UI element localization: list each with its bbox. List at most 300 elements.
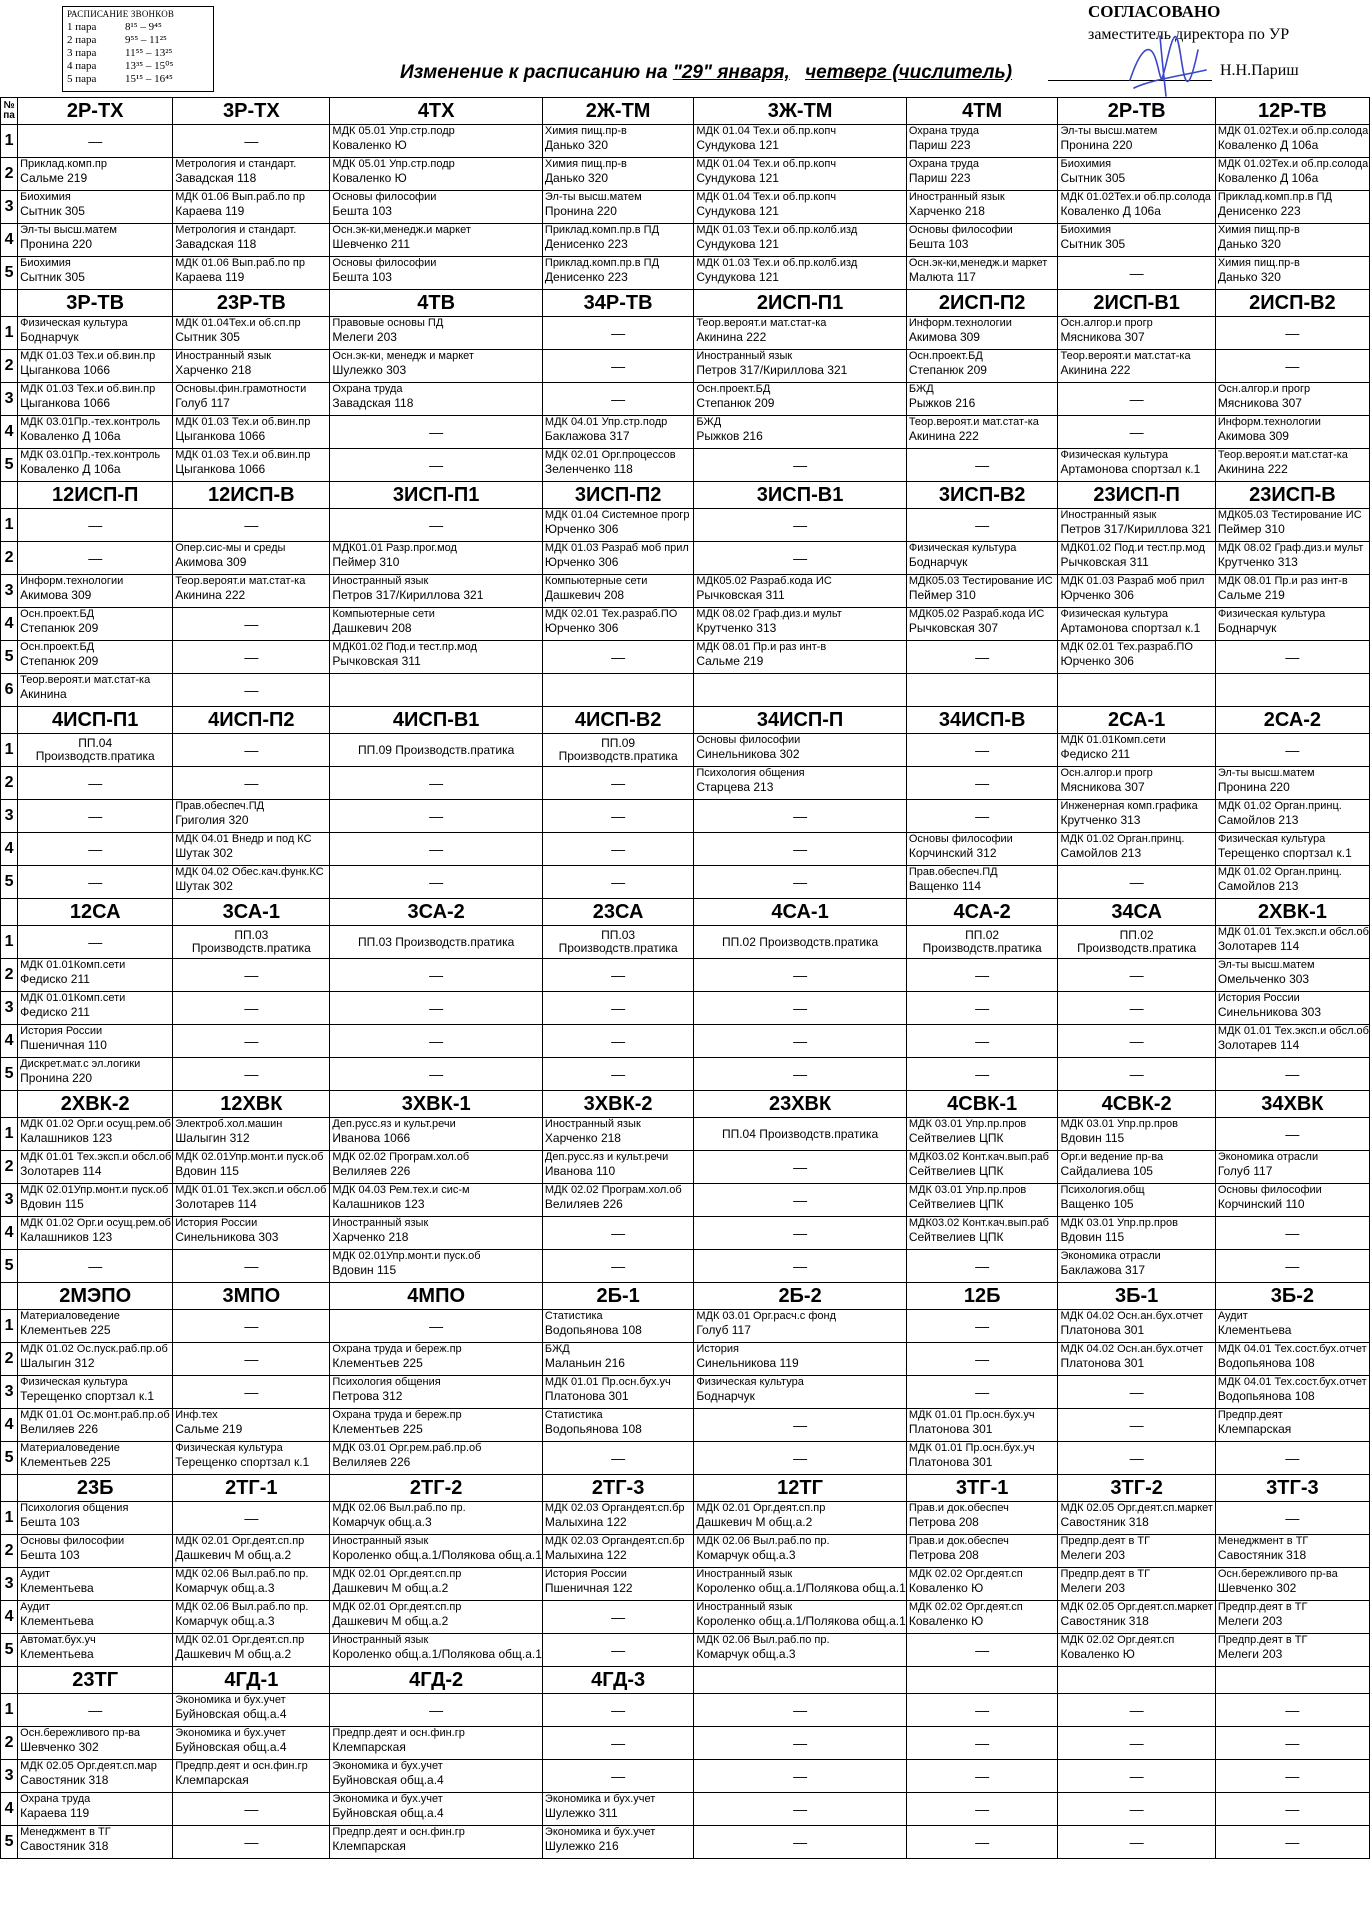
group-header: 3ИСП-В1 bbox=[694, 482, 907, 509]
lesson-subject: Статистика bbox=[544, 1409, 603, 1421]
lesson-subject: МДК 01.01Комп.сети bbox=[20, 992, 126, 1004]
lesson-teacher-room: Пеймер 310 bbox=[908, 588, 976, 602]
lesson-teacher-room: Вдовин 115 bbox=[175, 1164, 239, 1178]
lesson-cell bbox=[330, 575, 543, 608]
lesson-cell-none: — bbox=[330, 959, 543, 992]
lesson-teacher-room: Сундукова 121 bbox=[696, 138, 779, 152]
practice-text: Производств.пратика bbox=[922, 941, 1042, 955]
lesson-subject: Психология общения bbox=[20, 1502, 129, 1514]
lesson-subject: Осн.алгор.и прогр bbox=[1060, 767, 1153, 779]
lesson-cell bbox=[1058, 449, 1215, 482]
lesson-cell bbox=[694, 125, 907, 158]
lesson-cell bbox=[906, 542, 1058, 575]
lesson-subject: МДК 03.01 Упр.пр.пров bbox=[908, 1184, 1027, 1196]
group-header: 2МЭПО bbox=[18, 1283, 173, 1310]
lesson-subject: МДК 01.03 Тех.и об.пр.колб.изд bbox=[696, 224, 858, 236]
lesson-teacher-room: Рыжков 216 bbox=[696, 429, 763, 443]
group-header: 3ТГ-1 bbox=[906, 1475, 1058, 1502]
lesson-teacher-room: Зеленченко 118 bbox=[544, 462, 633, 476]
lesson-teacher-room: Ващенко 114 bbox=[908, 879, 982, 893]
lesson-cell-none: — bbox=[1058, 1793, 1215, 1826]
lesson-subject: МДК 01.03 Тех.и об.вин.пр bbox=[20, 350, 156, 362]
lesson-teacher-room: Пронина 220 bbox=[1060, 138, 1133, 152]
lesson-cell-none: — bbox=[18, 509, 173, 542]
lesson-cell-none: — bbox=[1058, 866, 1215, 899]
group-header-row bbox=[1, 482, 1370, 509]
lesson-subject: МДК 01.01 Тех.эксп.и обсл.об bbox=[1217, 926, 1369, 938]
lesson-subject: Менеджмент в ТГ bbox=[20, 1826, 111, 1838]
lesson-cell-none: — bbox=[18, 542, 173, 575]
lesson-cell bbox=[1058, 542, 1215, 575]
lesson-teacher-room: Степанюк 209 bbox=[696, 396, 775, 410]
lesson-subject: Охрана труда bbox=[908, 125, 979, 137]
pair-number: 3 bbox=[1, 1760, 18, 1793]
lesson-cell bbox=[18, 350, 173, 383]
pair-number: 5 bbox=[1, 257, 18, 290]
lesson-subject: Теор.вероят.и мат.стат-ка bbox=[20, 674, 151, 686]
lesson-cell bbox=[330, 1793, 543, 1826]
lesson-teacher-room: Сундукова 121 bbox=[696, 270, 779, 284]
lesson-teacher-room: Дашкевич 208 bbox=[332, 621, 412, 635]
lesson-teacher-room: Баклажова 317 bbox=[544, 429, 630, 443]
practice-text: Производств.пратика bbox=[1077, 941, 1197, 955]
lesson-subject: МДК 02.01 Тех.разраб.ПО bbox=[544, 608, 678, 620]
pair-number: 4 bbox=[1, 833, 18, 866]
lesson-subject: МДК 08.02 Граф.диз.и мульт bbox=[1217, 542, 1364, 554]
lesson-teacher-room: Сундукова 121 bbox=[696, 204, 779, 218]
lesson-cell bbox=[1215, 800, 1369, 833]
lesson-teacher-room: Петров 317/Кириллова 321 bbox=[1060, 522, 1212, 536]
lesson-row bbox=[1, 1118, 1370, 1151]
lesson-subject: Психология.общ bbox=[1060, 1184, 1145, 1196]
group-header: 3ИСП-П1 bbox=[330, 482, 543, 509]
lesson-row bbox=[1, 800, 1370, 833]
lesson-subject: Экономика и бух.учет bbox=[544, 1793, 656, 1805]
lesson-subject: МДК 01.02 Ос.пуск.раб.пр.об bbox=[20, 1343, 168, 1355]
group-header: 34ИСП-В bbox=[906, 707, 1058, 734]
lesson-cell-none: — bbox=[906, 641, 1058, 674]
group-header: 34ХВК bbox=[1215, 1091, 1369, 1118]
lesson-cell-none: — bbox=[694, 1442, 907, 1475]
lesson-subject: МДК 02.05 Орг.деят.сп.маркет bbox=[1060, 1502, 1213, 1514]
lesson-teacher-room: Дашкевич М общ.а.2 bbox=[696, 1515, 813, 1529]
lesson-cell bbox=[1215, 767, 1369, 800]
lesson-subject: Компьютерные сети bbox=[544, 575, 648, 587]
lesson-cell bbox=[1058, 1118, 1215, 1151]
lesson-row bbox=[1, 1025, 1370, 1058]
lesson-cell bbox=[906, 866, 1058, 899]
lesson-subject: МДК 04.02 Обес.кач.функ.КС bbox=[175, 866, 324, 878]
lesson-teacher-room: Акинина 222 bbox=[175, 588, 246, 602]
pair-number: 4 bbox=[1, 416, 18, 449]
lesson-cell-none: — bbox=[694, 1694, 907, 1727]
lesson-subject: МДК 02.06 Выл.раб.по пр. bbox=[175, 1601, 309, 1613]
lesson-subject: МДК05.02 Разраб.кода ИС bbox=[696, 575, 832, 587]
lesson-teacher-room: Платонова 301 bbox=[544, 1389, 629, 1403]
lesson-subject: Аудит bbox=[20, 1601, 51, 1613]
practice-text: Производств.пратика bbox=[558, 941, 678, 955]
lesson-cell bbox=[173, 1760, 330, 1793]
lesson-subject: Аудит bbox=[20, 1568, 51, 1580]
lesson-teacher-room: Шулежко 216 bbox=[544, 1839, 619, 1853]
practice-text: ПП.03 Производств.пратика bbox=[358, 934, 515, 949]
lesson-cell-none: — bbox=[330, 449, 543, 482]
lesson-cell bbox=[1215, 158, 1369, 191]
lesson-cell bbox=[330, 1601, 543, 1634]
lesson-subject: МДК 02.01 Орг.деят.сп.пр bbox=[332, 1601, 462, 1613]
lesson-cell-none: — bbox=[173, 1250, 330, 1283]
lesson-cell bbox=[330, 383, 543, 416]
lesson-row bbox=[1, 992, 1370, 1025]
lesson-cell-practice bbox=[694, 926, 907, 959]
lesson-cell-none: — bbox=[1058, 1694, 1215, 1727]
page-header bbox=[0, 0, 1370, 98]
lesson-cell bbox=[542, 1151, 693, 1184]
lesson-teacher-room: Иванова 110 bbox=[544, 1164, 616, 1178]
group-header: 4ГД-2 bbox=[330, 1667, 543, 1694]
group-header: 2ХВК-1 bbox=[1215, 899, 1369, 926]
lesson-cell bbox=[173, 1151, 330, 1184]
lesson-teacher-room: Водопьянова 108 bbox=[1217, 1356, 1315, 1370]
group-header: 3Б-1 bbox=[1058, 1283, 1215, 1310]
lesson-subject: МДК03.02 Конт.кач.вып.раб bbox=[908, 1217, 1049, 1229]
lesson-teacher-room: Золотарев 114 bbox=[20, 1164, 102, 1178]
schedule-day: четверг (числитель) bbox=[805, 62, 1013, 83]
lesson-cell bbox=[173, 257, 330, 290]
lesson-teacher-room: Бешта 103 bbox=[332, 270, 392, 284]
lesson-row bbox=[1, 959, 1370, 992]
lesson-cell-none: — bbox=[18, 833, 173, 866]
lesson-cell bbox=[542, 1376, 693, 1409]
lesson-teacher-room: Юрченко 306 bbox=[1060, 588, 1134, 602]
lesson-teacher-room: Акинина 222 bbox=[1217, 462, 1288, 476]
lesson-cell bbox=[542, 1826, 693, 1859]
lesson-teacher-room: Харченко 218 bbox=[332, 1230, 409, 1244]
lesson-teacher-room: Денисенко 223 bbox=[544, 237, 628, 251]
lesson-teacher-room: Малыхина 122 bbox=[544, 1515, 627, 1529]
lesson-teacher-room: Клемпарская bbox=[175, 1773, 249, 1787]
lesson-teacher-room: Калашников 123 bbox=[20, 1131, 113, 1145]
lesson-teacher-room: Комарчук общ.а.3 bbox=[175, 1581, 275, 1595]
lesson-row bbox=[1, 1535, 1370, 1568]
lesson-row bbox=[1, 1184, 1370, 1217]
lesson-teacher-room: Коваленко Д 106а bbox=[1217, 138, 1319, 152]
lesson-cell-practice bbox=[18, 734, 173, 767]
group-header: 2Б-2 bbox=[694, 1283, 907, 1310]
lesson-cell bbox=[18, 1568, 173, 1601]
lesson-cell bbox=[1215, 926, 1369, 959]
lesson-subject: МДК 01.01 Пр.осн.бух.уч bbox=[544, 1376, 671, 1388]
lesson-subject: Охрана труда bbox=[908, 158, 979, 170]
lesson-cell bbox=[906, 1442, 1058, 1475]
group-header: 2ИСП-П1 bbox=[694, 290, 907, 317]
lesson-cell bbox=[330, 542, 543, 575]
lesson-subject: Инф.тех bbox=[175, 1409, 218, 1421]
lesson-row bbox=[1, 1409, 1370, 1442]
practice-text: ПП.09 bbox=[601, 736, 636, 750]
lesson-cell-none: — bbox=[694, 1151, 907, 1184]
lesson-subject: МДК 02.01 Орг.процессов bbox=[544, 449, 676, 461]
lesson-subject: МДК 01.02 Орган.принц. bbox=[1217, 800, 1342, 812]
lesson-cell-none: — bbox=[173, 1058, 330, 1091]
lesson-teacher-room: Париш 223 bbox=[908, 171, 971, 185]
pair-number: 2 bbox=[1, 1151, 18, 1184]
lesson-subject: Автомат.бух.уч bbox=[20, 1634, 96, 1646]
lesson-cell-none: — bbox=[906, 1826, 1058, 1859]
lesson-subject: Предпр.деят bbox=[1217, 1409, 1283, 1421]
group-header: 12ИСП-В bbox=[173, 482, 330, 509]
lesson-teacher-room: Синельникова 119 bbox=[696, 1356, 799, 1370]
lesson-subject: Психология общения bbox=[696, 767, 805, 779]
lesson-subject: Опер.сис-мы и среды bbox=[175, 542, 286, 554]
lesson-row bbox=[1, 926, 1370, 959]
group-header: 4ИСП-В1 bbox=[330, 707, 543, 734]
approval-heading: СОГЛАСОВАНО bbox=[1088, 2, 1221, 21]
lesson-teacher-room: Пронина 220 bbox=[20, 237, 93, 251]
lesson-cell-none: — bbox=[173, 1826, 330, 1859]
lesson-teacher-room: Боднарчук bbox=[1217, 621, 1277, 635]
group-header: 4МПО bbox=[330, 1283, 543, 1310]
pair-number: 1 bbox=[1, 1118, 18, 1151]
lesson-cell bbox=[173, 1118, 330, 1151]
lesson-cell bbox=[330, 608, 543, 641]
lesson-cell bbox=[18, 674, 173, 707]
lesson-subject: МДК 02.01 Тех.разраб.ПО bbox=[1060, 641, 1193, 653]
lesson-cell bbox=[1058, 1343, 1215, 1376]
lesson-cell bbox=[694, 1376, 907, 1409]
lesson-subject: Статистика bbox=[544, 1310, 603, 1322]
practice-text: ПП.03 bbox=[234, 928, 269, 942]
group-header: 2ИСП-В1 bbox=[1058, 290, 1215, 317]
lesson-subject: МДК 01.03 Тех.и об.вин.пр bbox=[175, 449, 311, 461]
lesson-subject: МДК05.02 Разраб.кода ИС bbox=[908, 608, 1045, 620]
lesson-teacher-room: Денисенко 223 bbox=[1217, 204, 1301, 218]
lesson-teacher-room: Цыганкова 1066 bbox=[20, 396, 111, 410]
lesson-subject: МДК 03.01Пр.-тех.контроль bbox=[20, 449, 161, 461]
lesson-subject: Основы философии bbox=[332, 257, 437, 269]
lesson-subject: Прав.обеспеч.ПД bbox=[908, 866, 998, 878]
lesson-subject: Осн.проект.БД bbox=[908, 350, 983, 362]
pair-number: 2 bbox=[1, 767, 18, 800]
lesson-teacher-room: Клементьева bbox=[1217, 1323, 1292, 1337]
lesson-subject: Физическая культура bbox=[20, 1376, 128, 1388]
lesson-teacher-room: Коваленко Ю bbox=[332, 171, 407, 185]
lesson-teacher-room: Рычковская 311 bbox=[1060, 555, 1149, 569]
lesson-cell bbox=[330, 1250, 543, 1283]
lesson-teacher-room: Степанюк 209 bbox=[908, 363, 987, 377]
lesson-subject: БЖД bbox=[908, 383, 934, 395]
lesson-cell-none: — bbox=[1215, 1118, 1369, 1151]
practice-text: Производств.пратика bbox=[191, 941, 311, 955]
group-header-row bbox=[1, 1091, 1370, 1118]
lesson-cell-none: — bbox=[1058, 1025, 1215, 1058]
lesson-cell bbox=[173, 1694, 330, 1727]
lesson-cell bbox=[330, 1535, 543, 1568]
lesson-teacher-room: Сальме 219 bbox=[696, 654, 764, 668]
lesson-subject: Экономика отрасли bbox=[1217, 1151, 1319, 1163]
lesson-teacher-room: Коваленко Д 106а bbox=[1060, 204, 1161, 218]
lesson-cell bbox=[1058, 575, 1215, 608]
lesson-cell-practice bbox=[906, 926, 1058, 959]
lesson-subject: Иностранный язык bbox=[175, 350, 272, 362]
lesson-subject: Иностранный язык bbox=[332, 1634, 429, 1646]
group-header: 23ХВК bbox=[694, 1091, 907, 1118]
lesson-subject: МДК 01.03 Разраб моб прил bbox=[1060, 575, 1205, 587]
pair-number-header bbox=[1, 1475, 18, 1502]
lesson-cell bbox=[18, 158, 173, 191]
lesson-teacher-room: Комарчук общ.а.3 bbox=[332, 1515, 432, 1529]
lesson-teacher-room: Сундукова 121 bbox=[696, 171, 779, 185]
lesson-teacher-room: Сайдалиева 105 bbox=[1060, 1164, 1153, 1178]
lesson-cell bbox=[173, 575, 330, 608]
lesson-cell bbox=[694, 1310, 907, 1343]
lesson-subject: МДК 01.03 Тех.и об.вин.пр bbox=[175, 416, 311, 428]
lesson-cell-none: — bbox=[542, 866, 693, 899]
lesson-cell-none: — bbox=[694, 509, 907, 542]
lesson-teacher-room: Караева 119 bbox=[175, 270, 245, 284]
lesson-cell-none: — bbox=[1058, 1826, 1215, 1859]
lesson-subject: МДК 04.01 Внедр и под КС bbox=[175, 833, 312, 845]
lesson-cell-none: — bbox=[906, 959, 1058, 992]
lesson-cell bbox=[542, 125, 693, 158]
lesson-cell-none: — bbox=[330, 1310, 543, 1343]
lesson-row bbox=[1, 734, 1370, 767]
group-header: 12Б bbox=[906, 1283, 1058, 1310]
lesson-teacher-room: Шутак 302 bbox=[175, 846, 233, 860]
lesson-cell bbox=[173, 833, 330, 866]
lesson-cell bbox=[694, 1502, 907, 1535]
lesson-subject: МДК 05.01 Упр.стр.подр bbox=[332, 125, 455, 137]
lesson-teacher-room: Петрова 208 bbox=[908, 1548, 979, 1562]
lesson-cell-none: — bbox=[542, 1760, 693, 1793]
lesson-cell bbox=[1215, 509, 1369, 542]
lesson-cell-none: — bbox=[173, 1310, 330, 1343]
lesson-teacher-room: Рычковская 311 bbox=[696, 588, 785, 602]
pair-number: 6 bbox=[1, 674, 18, 707]
lesson-subject: Менеджмент в ТГ bbox=[1217, 1535, 1309, 1547]
lesson-teacher-room: Пшеничная 110 bbox=[20, 1038, 107, 1052]
lesson-cell bbox=[330, 1343, 543, 1376]
lesson-cell bbox=[18, 1502, 173, 1535]
lesson-cell-empty bbox=[694, 674, 907, 707]
lesson-cell bbox=[694, 1601, 907, 1634]
pair-number: 3 bbox=[1, 800, 18, 833]
lesson-cell-none: — bbox=[542, 317, 693, 350]
lesson-subject: МДК 01.01 Тех.эксп.и обсл.об bbox=[175, 1184, 327, 1196]
lesson-cell-none: — bbox=[18, 125, 173, 158]
lesson-teacher-room: Савостяник 318 bbox=[1060, 1515, 1149, 1529]
lesson-teacher-room: Петрова 312 bbox=[332, 1389, 403, 1403]
lesson-subject: Деп.русс.яз и культ.речи bbox=[544, 1151, 669, 1163]
pair-number: 5 bbox=[1, 1442, 18, 1475]
lesson-subject: МДК 02.06 Выл.раб.по пр. bbox=[175, 1568, 309, 1580]
lesson-cell-none: — bbox=[330, 1058, 543, 1091]
lesson-teacher-room: Сытник 305 bbox=[1060, 237, 1126, 251]
lesson-teacher-room: Харченко 218 bbox=[175, 363, 252, 377]
lesson-subject: Материаловедение bbox=[20, 1442, 120, 1454]
lesson-subject: Прав.обеспеч.ПД bbox=[175, 800, 265, 812]
lesson-subject: МДК 01.06 Вып.раб.по пр bbox=[175, 257, 305, 269]
lesson-row bbox=[1, 416, 1370, 449]
lesson-cell-none: — bbox=[1215, 350, 1369, 383]
lesson-cell-none: — bbox=[1058, 257, 1215, 290]
pair-number-header bbox=[1, 707, 18, 734]
lesson-cell bbox=[1215, 191, 1369, 224]
lesson-teacher-room: Малыхина 122 bbox=[544, 1548, 627, 1562]
lesson-teacher-room: Буйновская общ.а.4 bbox=[175, 1740, 287, 1754]
lesson-cell-none: — bbox=[694, 800, 907, 833]
lesson-row bbox=[1, 1634, 1370, 1667]
lesson-cell bbox=[18, 1151, 173, 1184]
lesson-cell bbox=[1215, 1535, 1369, 1568]
lesson-row bbox=[1, 350, 1370, 383]
group-header: 12ИСП-П bbox=[18, 482, 173, 509]
lesson-cell-none: — bbox=[1058, 416, 1215, 449]
lesson-cell-none: — bbox=[173, 608, 330, 641]
pair-number: 5 bbox=[1, 1826, 18, 1859]
lesson-cell bbox=[330, 1760, 543, 1793]
lesson-cell-none: — bbox=[906, 1793, 1058, 1826]
lesson-teacher-room: Акимова 309 bbox=[1217, 429, 1289, 443]
lesson-subject: Эл-ты высш.матем bbox=[544, 191, 642, 203]
lesson-cell bbox=[330, 1118, 543, 1151]
lesson-cell-none: — bbox=[1058, 959, 1215, 992]
lesson-cell bbox=[18, 608, 173, 641]
group-header: 4ИСП-П1 bbox=[18, 707, 173, 734]
lesson-cell-none: — bbox=[1215, 1760, 1369, 1793]
pair-number-header: № па bbox=[1, 98, 18, 125]
lesson-row bbox=[1, 674, 1370, 707]
lesson-teacher-room: Акинина 222 bbox=[696, 330, 767, 344]
lesson-teacher-room: Бешта 103 bbox=[20, 1515, 80, 1529]
lesson-row bbox=[1, 1310, 1370, 1343]
lesson-teacher-room: Коваленко Ю bbox=[908, 1614, 984, 1628]
bell-row: 3 пара 11⁵⁵ – 13²⁵ bbox=[67, 47, 173, 59]
lesson-cell bbox=[1058, 641, 1215, 674]
lesson-subject: Иностранный язык bbox=[332, 1535, 429, 1547]
lesson-subject: МДК03.02 Конт.кач.вып.раб bbox=[908, 1151, 1049, 1163]
lesson-teacher-room: Сальме 219 bbox=[175, 1422, 243, 1436]
lesson-cell bbox=[1058, 350, 1215, 383]
lesson-cell bbox=[906, 158, 1058, 191]
lesson-subject: Биохимия bbox=[1060, 158, 1112, 170]
lesson-cell-none: — bbox=[173, 1025, 330, 1058]
lesson-cell bbox=[542, 224, 693, 257]
lesson-cell-none: — bbox=[18, 866, 173, 899]
lesson-teacher-room: Самойлов 213 bbox=[1217, 879, 1299, 893]
lesson-teacher-room: Петров 317/Кириллова 321 bbox=[696, 363, 848, 377]
group-header: 34ИСП-П bbox=[694, 707, 907, 734]
lesson-cell bbox=[173, 224, 330, 257]
lesson-cell bbox=[1058, 833, 1215, 866]
lesson-row bbox=[1, 1151, 1370, 1184]
lesson-subject: Предпр.деят в ТГ bbox=[1060, 1535, 1151, 1547]
pair-number-header bbox=[1, 899, 18, 926]
lesson-subject: Физическая культура bbox=[696, 1376, 804, 1388]
lesson-cell-none: — bbox=[906, 1343, 1058, 1376]
lesson-cell bbox=[1058, 1250, 1215, 1283]
pair-number-header bbox=[1, 290, 18, 317]
lesson-subject: МДК01.01 Разр.прог.мод bbox=[332, 542, 457, 554]
group-header: 4ГД-1 bbox=[173, 1667, 330, 1694]
lesson-cell-none: — bbox=[1058, 1409, 1215, 1442]
lesson-teacher-room: Данько 320 bbox=[1217, 270, 1281, 284]
lesson-teacher-room: Коваленко Д 106а bbox=[20, 462, 121, 476]
lesson-cell bbox=[906, 1118, 1058, 1151]
lesson-cell-none: — bbox=[330, 992, 543, 1025]
lesson-teacher-room: Артамонова спортзал к.1 bbox=[1060, 621, 1201, 635]
lesson-cell-none: — bbox=[173, 1343, 330, 1376]
